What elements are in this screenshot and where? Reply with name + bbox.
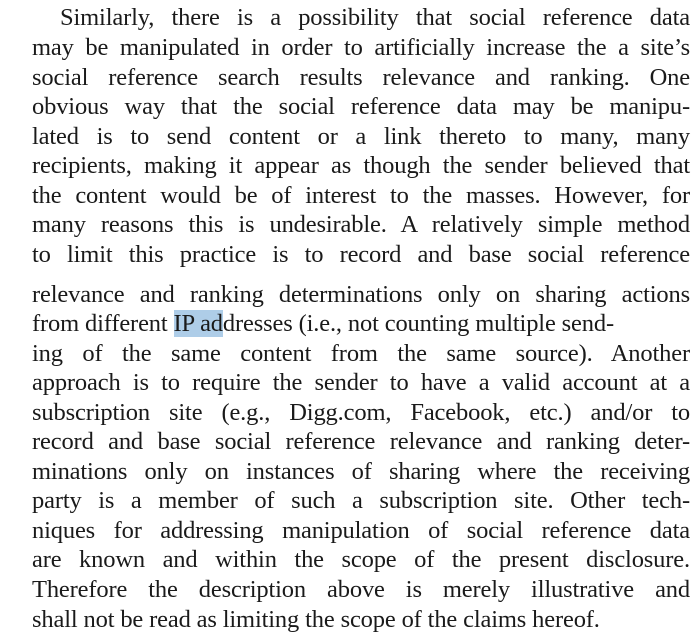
text-line: many reasons this is undesirable. A relatively simple method xyxy=(32,211,690,238)
text-line: niques for addressing manipulation of social reference data xyxy=(32,517,690,544)
text-line: shall not be read as limiting the scope of the claims hereof. xyxy=(32,606,600,633)
text-segment: from different xyxy=(32,310,174,337)
text-line: obvious way that the social reference data may be manipu- xyxy=(32,93,690,120)
text-line: subscription site (e.g., Digg.com, Facebook, etc.) and/or to xyxy=(32,399,690,426)
text-segment: dresses (i.e., not counting multiple send- xyxy=(222,310,614,337)
text-line: are known and within the scope of the present disclosure. xyxy=(32,546,690,573)
text-line: lated is to send content or a link thereto to many, many xyxy=(32,123,690,150)
selected-text-highlight[interactable]: IP ad xyxy=(173,310,223,337)
text-line: party is a member of such a subscription site. Other tech- xyxy=(32,487,690,514)
text-line: recipients, making it appear as though the sender believed that xyxy=(32,152,690,179)
text-line: to limit this practice is to record and base social reference xyxy=(32,241,690,268)
text-line: relevance and ranking determinations only on sharing actions xyxy=(32,281,690,308)
text-line: approach is to require the sender to have a valid account at a xyxy=(32,369,690,396)
text-line: ing of the same content from the same source). Another xyxy=(32,340,690,367)
text-line: may be manipulated in order to artificially increase the a site’s xyxy=(32,34,690,61)
text-line: the content would be of interest to the masses. However, for xyxy=(32,182,690,209)
text-line: Similarly, there is a possibility that social reference data xyxy=(60,4,690,31)
text-line: social reference search results relevance and ranking. One xyxy=(32,64,690,91)
text-line: Therefore the description above is merely illustrative and xyxy=(32,576,690,603)
text-line: record and base social reference relevance and ranking deter- xyxy=(32,428,690,455)
text-line: minations only on instances of sharing where the receiving xyxy=(32,458,690,485)
text-line-with-selection xyxy=(32,309,690,339)
